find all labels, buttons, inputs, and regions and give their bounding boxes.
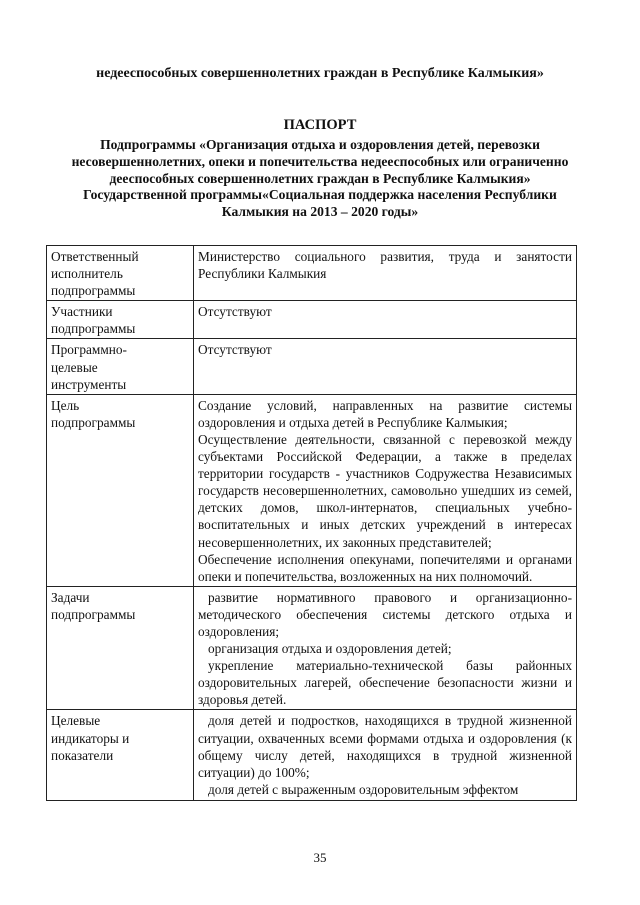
goal-paragraph: Осуществление деятельности, связанной с перевозкой между субъектами Российской Федерации, а также в пределах территории государств - участников Содружества Независимых государств несовершеннолетних, самовольно ушедших из семей, детских домов, школ-интернатов, специальных учебно-воспитательных и иных детских учреждений в интересах несовершеннолетних, их законных представителей; — [198, 431, 572, 550]
row-label-cell — [47, 246, 194, 301]
row-value: Отсутствуют — [198, 304, 272, 320]
task-paragraph: укрепление материально-технической базы районных оздоровительных лагерей, обеспечение безопасности жизни и здоровья детей. — [198, 658, 572, 708]
goal-paragraph: Обеспечение исполнения опекунами, попечителями и органами опеки и попечительства, возложенных на них полномочий. — [198, 551, 572, 584]
row-label-cell — [47, 394, 194, 586]
row-label: Ответственный — [51, 249, 139, 264]
goal-paragraph: Создание условий, направленных на развитие системы оздоровления и отдыха детей в Республике Калмыкия; — [198, 397, 572, 430]
row-label-cell — [47, 301, 194, 339]
indicator-paragraph: доля детей и подростков, находящихся в трудной жизненной ситуации, охваченных всеми формами отдыха и оздоровления (к общему числу детей, находящихся в трудной жизненной ситуации) до 100%; — [198, 713, 572, 780]
row-label: показатели — [51, 747, 114, 763]
table-row — [47, 710, 577, 800]
row-value-cell — [194, 301, 577, 339]
table-row — [47, 246, 577, 301]
row-value-cell — [194, 339, 577, 394]
row-label: Задачи — [51, 589, 90, 605]
task-paragraph: развитие нормативного правового и организационно-методического обеспечения системы детского отдыха и оздоровления; — [198, 589, 572, 639]
row-value-cell — [194, 246, 577, 301]
page-number: 35 — [313, 850, 327, 865]
row-label: индикаторы и — [51, 730, 130, 746]
row-value-cell — [194, 394, 577, 586]
row-label: Целевые — [51, 713, 101, 729]
table-row — [47, 586, 577, 710]
heading-line: дееспособных совершеннолетних граждан в Республике Калмыкия» — [109, 170, 531, 186]
row-label: Цель — [51, 397, 80, 413]
row-value: Министерство социального развития, труда и занятости Республики Калмыкия — [198, 249, 572, 282]
indicator-paragraph: доля детей с выраженным оздоровительным эффектом — [208, 781, 519, 797]
task-paragraph: организация отдыха и оздоровления детей; — [208, 641, 452, 657]
row-label: подпрограммы — [51, 606, 136, 622]
heading-line: несовершеннолетних, опеки и попечительства недееспособных или ограниченно — [71, 153, 569, 169]
table-row — [47, 394, 577, 586]
table-row — [47, 339, 577, 394]
subprogram-heading — [58, 137, 582, 221]
row-label: исполнитель — [51, 266, 123, 282]
heading-line: Государственной программы«Социальная поддержка населения Республики — [83, 187, 557, 203]
row-value: Отсутствуют — [198, 342, 272, 358]
row-label: подпрограммы — [51, 321, 136, 337]
row-label: подпрограммы — [51, 283, 136, 299]
passport-table — [46, 245, 577, 801]
heading-line: Калмыкия на 2013 – 2020 годы» — [221, 204, 419, 220]
row-value-cell — [194, 710, 577, 800]
row-label: Программно- — [51, 342, 127, 358]
table-row — [47, 301, 577, 339]
row-label-cell — [47, 710, 194, 800]
row-label: Участники — [51, 304, 113, 320]
row-label: инструменты — [51, 376, 127, 392]
row-value-cell — [194, 586, 577, 710]
row-label: целевые — [51, 359, 98, 375]
row-label-cell — [47, 586, 194, 710]
heading-line: Подпрограммы «Организация отдыха и оздоровления детей, перевозки — [100, 137, 540, 152]
row-label-cell — [47, 339, 194, 394]
row-label: подпрограммы — [51, 414, 136, 430]
continued-title-line: недееспособных совершеннолетних граждан в Республике Калмыкия» — [96, 66, 544, 81]
passport-title: ПАСПОРТ — [283, 117, 357, 133]
